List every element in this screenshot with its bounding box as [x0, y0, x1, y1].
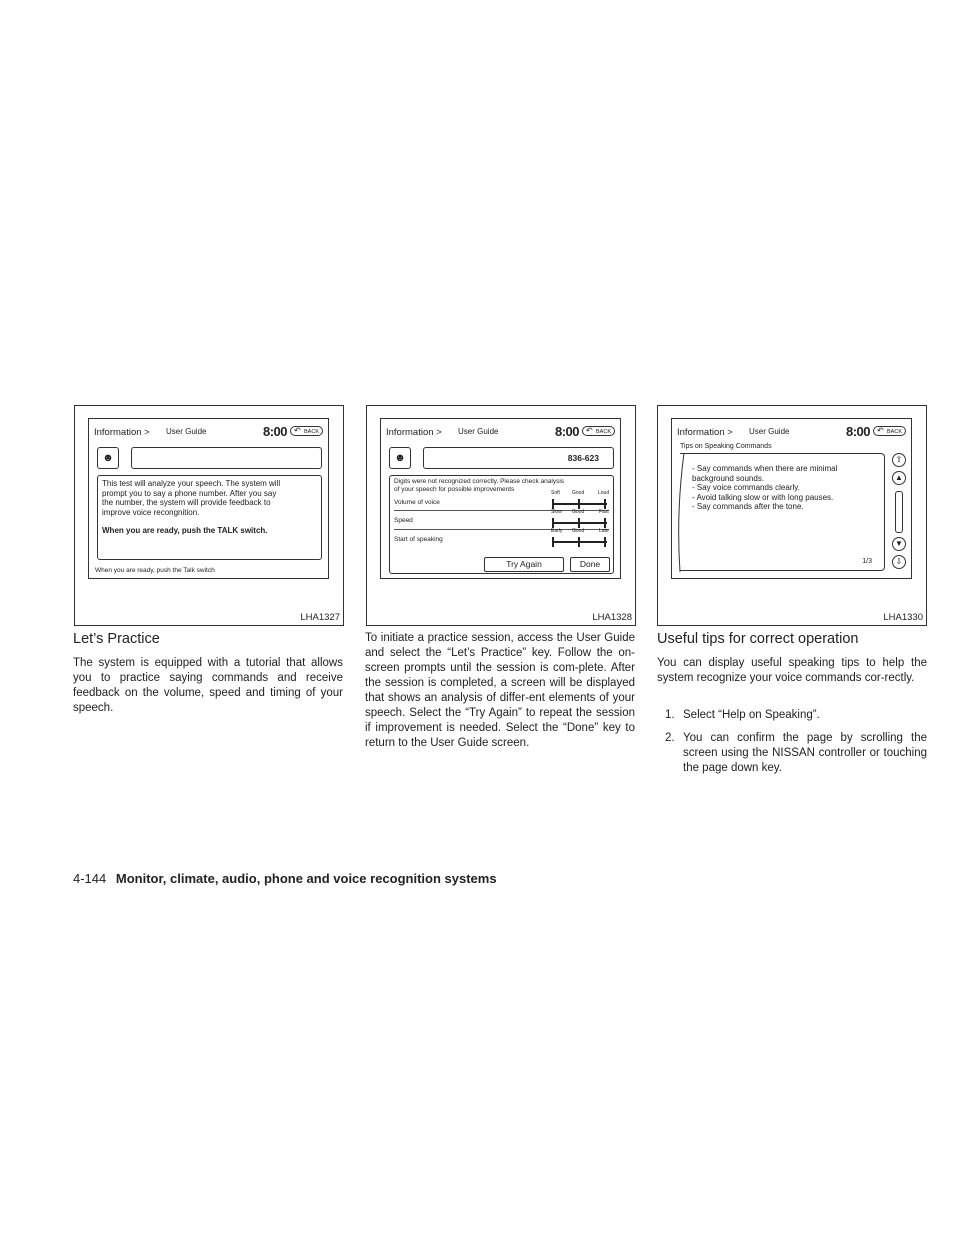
tip-line: - Say voice commands clearly.: [692, 483, 800, 492]
tip-line: - Say commands when there are minimal: [692, 464, 838, 473]
page-bottom-icon[interactable]: ⇩: [892, 555, 906, 569]
screen-header: [94, 424, 323, 442]
screen-footer-text: When you are ready, push the Talk switch: [95, 567, 215, 574]
message-line: This test will analyze your speech. The system will: [102, 479, 281, 488]
back-button[interactable]: ↶ BACK: [873, 426, 906, 436]
breadcrumb-user-guide: User Guide: [458, 427, 499, 436]
scale-label: Good: [572, 509, 585, 515]
speaker-face-icon: ☻: [389, 447, 411, 469]
message-box: [97, 475, 322, 560]
page-down-icon[interactable]: ▼: [892, 537, 906, 551]
start-scale: [551, 528, 609, 545]
tip-line: background sounds.: [692, 473, 765, 483]
heading-lets-practice: Let’s Practice: [73, 631, 160, 647]
message-line: improve voice recongnition.: [102, 507, 200, 517]
list-item: [665, 708, 927, 723]
screen-display: [380, 418, 621, 579]
list-item: [665, 731, 927, 776]
try-again-button[interactable]: Try Again: [484, 557, 564, 572]
screen-header: [386, 424, 615, 442]
scale-label: Good: [572, 490, 585, 496]
page-number: 4-144: [73, 871, 107, 886]
clock: 8:00: [845, 424, 870, 439]
number-bar: [423, 447, 614, 469]
breadcrumb-user-guide: User Guide: [749, 427, 790, 436]
page-up-icon[interactable]: ▲: [892, 471, 906, 485]
scale-label: Fast: [599, 509, 609, 515]
section-title: Monitor, climate, audio, phone and voice recognition systems: [115, 871, 497, 886]
page-footer: [73, 871, 497, 886]
row-label-start: Start of speaking: [394, 536, 443, 543]
list-number: 2.: [665, 732, 675, 744]
scale-label: Loud: [598, 490, 610, 496]
breadcrumb-information: Information >: [94, 427, 150, 438]
analysis-box: [389, 475, 614, 574]
scale-label: Early: [551, 528, 563, 534]
list-number: 1.: [665, 709, 675, 721]
scale-label: Good: [572, 528, 585, 534]
row-label-volume: Volume of voice: [394, 499, 440, 506]
scale-label: Late: [599, 528, 609, 534]
figure-tips: [657, 405, 927, 626]
scale-label: Slow: [551, 509, 562, 515]
breadcrumb-information: Information >: [677, 427, 733, 438]
breadcrumb-information: Information >: [386, 427, 442, 438]
figure-label: LHA1330: [883, 612, 923, 623]
input-bar: [131, 447, 322, 469]
screen-display: [671, 418, 912, 579]
curved-edge: [676, 453, 686, 572]
back-button[interactable]: ↶ BACK: [290, 426, 323, 436]
paragraph: To initiate a practice session, access the User Guide and select the “Let’s Practice” key. Follow the on-screen prompts until the session is com-plete. After the session is completed, a screen will be displayed that shows an analysis of differ-ent elements of your speech. Select the “Try Again” to repeat the session if improvement is needed. Select the “Done” key to return to the User Guide screen.: [365, 632, 635, 749]
figure-label: LHA1328: [592, 612, 632, 623]
page-top-icon[interactable]: ⇧: [892, 453, 906, 467]
message-line: prompt you to say a phone number. After you say: [102, 488, 277, 498]
paragraph: You can display useful speaking tips to help the system recognize your voice commands cor-rectly.: [657, 657, 927, 684]
message-line: the number, the system will provide feedback to: [102, 498, 271, 507]
page-indicator: 1/3: [862, 557, 872, 565]
tips-box: [680, 453, 885, 571]
back-button[interactable]: ↶ BACK: [582, 426, 615, 436]
clock: 8:00: [554, 424, 579, 439]
scale-label: Soft: [551, 490, 560, 496]
message-bold: When you are ready, push the TALK switch.: [102, 526, 268, 535]
tip-line: - Avoid talking slow or with long pauses.: [692, 492, 834, 502]
clock: 8:00: [262, 424, 287, 439]
figure-label: LHA1327: [300, 612, 340, 623]
paragraph: The system is equipped with a tutorial that allows you to practice saying commands and receive feedback on the volume, speed and timing of your speech.: [73, 657, 343, 714]
heading-useful-tips: Useful tips for correct operation: [657, 631, 859, 647]
figure-lets-practice: [74, 405, 344, 626]
analysis-line: of your speech for possible improvements: [394, 485, 515, 493]
screen-display: [88, 418, 329, 579]
volume-scale: [551, 490, 610, 507]
screen-header: [677, 424, 906, 442]
speaker-face-icon: ☻: [97, 447, 119, 469]
done-button[interactable]: Done: [570, 557, 610, 572]
breadcrumb-user-guide: User Guide: [166, 427, 207, 436]
scrollbar[interactable]: [895, 491, 903, 533]
tip-line: - Say commands after the tone.: [692, 502, 804, 511]
figure-analysis: [366, 405, 636, 626]
row-label-speed: Speed: [394, 517, 413, 524]
recognized-number: 836-623: [567, 453, 599, 463]
analysis-line: Digits were not recognized correctly. Please check analysis: [394, 478, 565, 485]
list-text: You can confirm the page by scrolling the screen using the NISSAN controller or touching the page down key.: [683, 732, 927, 774]
speed-scale: [551, 509, 609, 526]
tips-title: Tips on Speaking Commands: [680, 443, 772, 450]
list-text: Select “Help on Speaking”.: [683, 709, 820, 721]
